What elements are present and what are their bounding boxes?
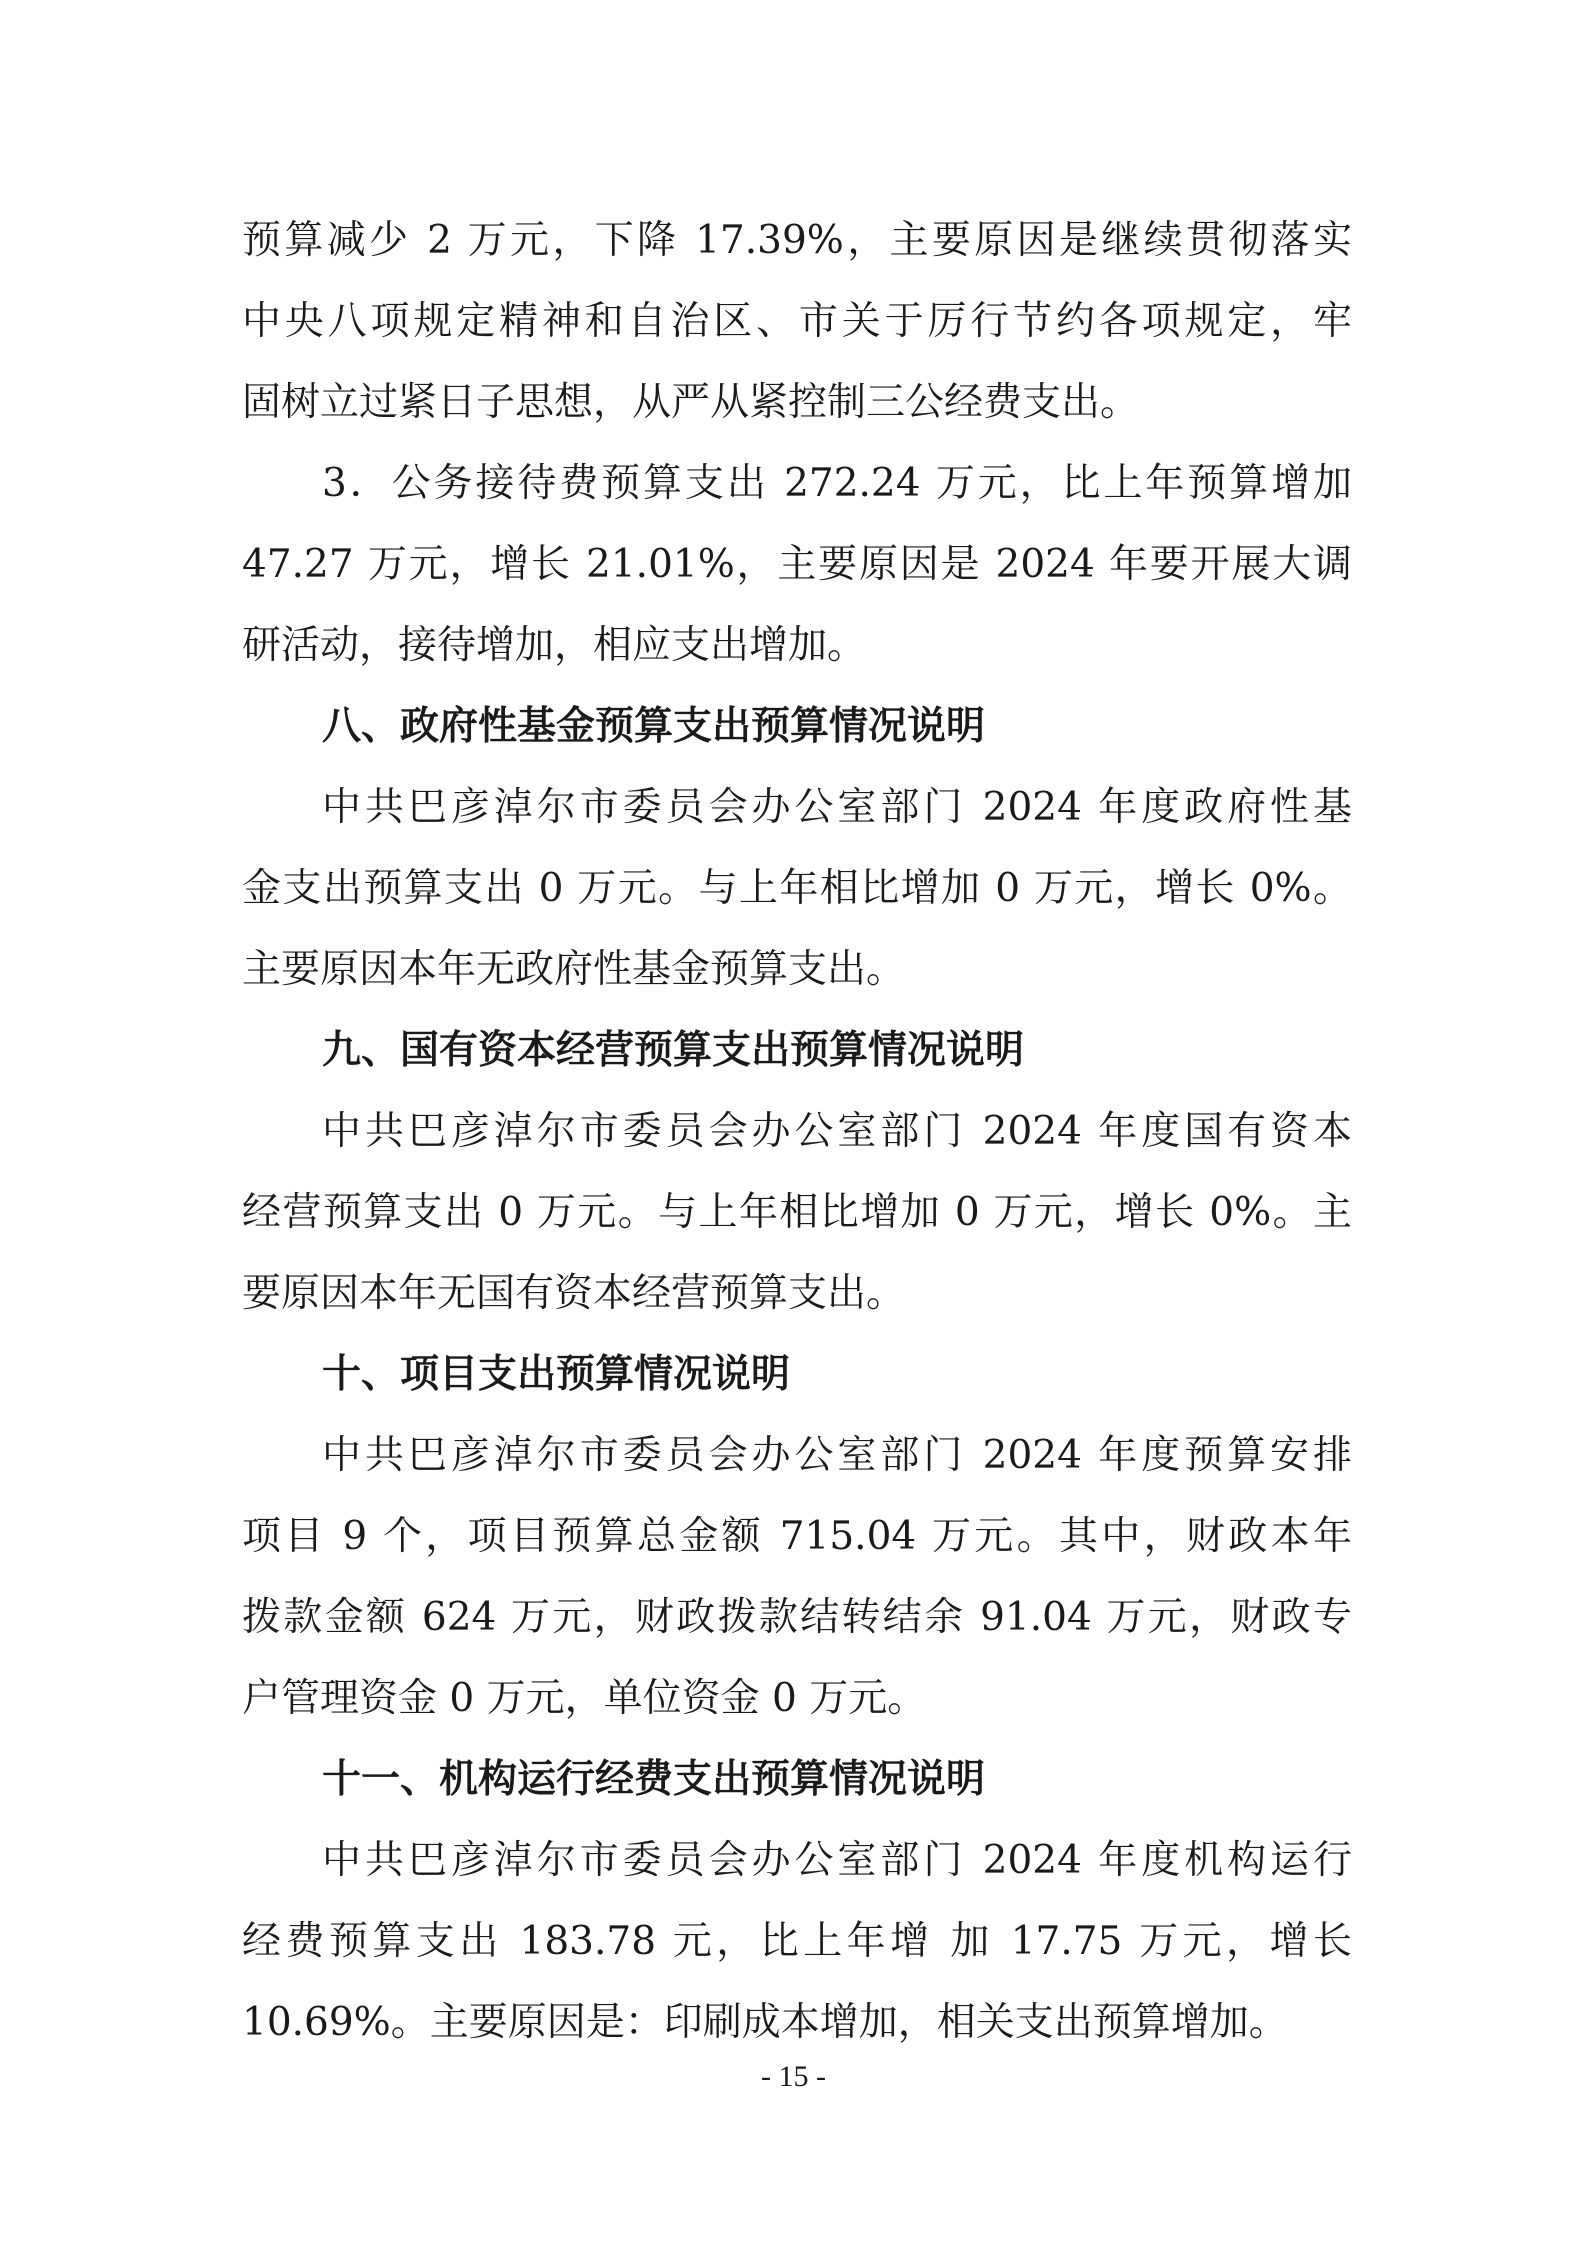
paragraph bbox=[242, 767, 1352, 1010]
section-heading: 十、项目支出预算情况说明 bbox=[322, 1352, 791, 1397]
paragraph bbox=[242, 1415, 1352, 1739]
paragraph bbox=[242, 200, 1352, 443]
text-line: 拨款金额 624 万元，财政拨款结转结余 91.04 万元，财政专 bbox=[242, 1595, 1352, 1640]
text-line: 经营预算支出 0 万元。与上年相比增加 0 万元，增长 0%。主 bbox=[242, 1190, 1352, 1235]
page-number: - 15 - bbox=[761, 2060, 826, 2093]
text-line: 固树立过紧日子思想，从严从紧控制三公经费支出。 bbox=[242, 380, 1140, 425]
text-line: 主要原因本年无政府性基金预算支出。 bbox=[242, 947, 906, 992]
text-line: 户管理资金 0 万元，单位资金 0 万元。 bbox=[242, 1676, 927, 1721]
paragraph bbox=[242, 1820, 1352, 2063]
text-line: 中共巴彦淖尔市委员会办公室部门 2024 年度政府性基 bbox=[322, 785, 1352, 830]
text-line: 项目 9 个，项目预算总金额 715.04 万元。其中，财政本年 bbox=[242, 1514, 1352, 1559]
text-line: 中央八项规定精神和自治区、市关于厉行节约各项规定，牢 bbox=[242, 299, 1352, 344]
text-line: 要原因本年无国有资本经营预算支出。 bbox=[242, 1271, 906, 1316]
section-heading: 十一、机构运行经费支出预算情况说明 bbox=[322, 1757, 986, 1802]
text-line: 金支出预算支出 0 万元。与上年相比增加 0 万元，增长 0%。 bbox=[242, 866, 1352, 911]
text-line: 中共巴彦淖尔市委员会办公室部门 2024 年度机构运行 bbox=[322, 1838, 1352, 1883]
section-heading: 九、国有资本经营预算支出预算情况说明 bbox=[322, 1028, 1025, 1073]
text-line: 预算减少 2 万元，下降 17.39%，主要原因是继续贯彻落实 bbox=[242, 218, 1352, 263]
text-line: 10.69%。主要原因是：印刷成本增加，相关支出预算增加。 bbox=[242, 2000, 1288, 2045]
text-line: 研活动，接待增加，相应支出增加。 bbox=[242, 623, 867, 668]
paragraph bbox=[242, 1091, 1352, 1334]
document-body bbox=[242, 200, 1352, 2063]
text-line: 经费预算支出 183.78 元，比上年增 加 17.75 万元，增长 bbox=[242, 1919, 1352, 1964]
text-line: 3．公务接待费预算支出 272.24 万元，比上年预算增加 bbox=[322, 461, 1352, 506]
section-heading: 八、政府性基金预算支出预算情况说明 bbox=[322, 704, 986, 749]
text-line: 中共巴彦淖尔市委员会办公室部门 2024 年度国有资本 bbox=[322, 1109, 1352, 1154]
paragraph bbox=[242, 443, 1352, 686]
text-line: 47.27 万元，增长 21.01%，主要原因是 2024 年要开展大调 bbox=[242, 542, 1352, 587]
text-line: 中共巴彦淖尔市委员会办公室部门 2024 年度预算安排 bbox=[322, 1433, 1352, 1478]
